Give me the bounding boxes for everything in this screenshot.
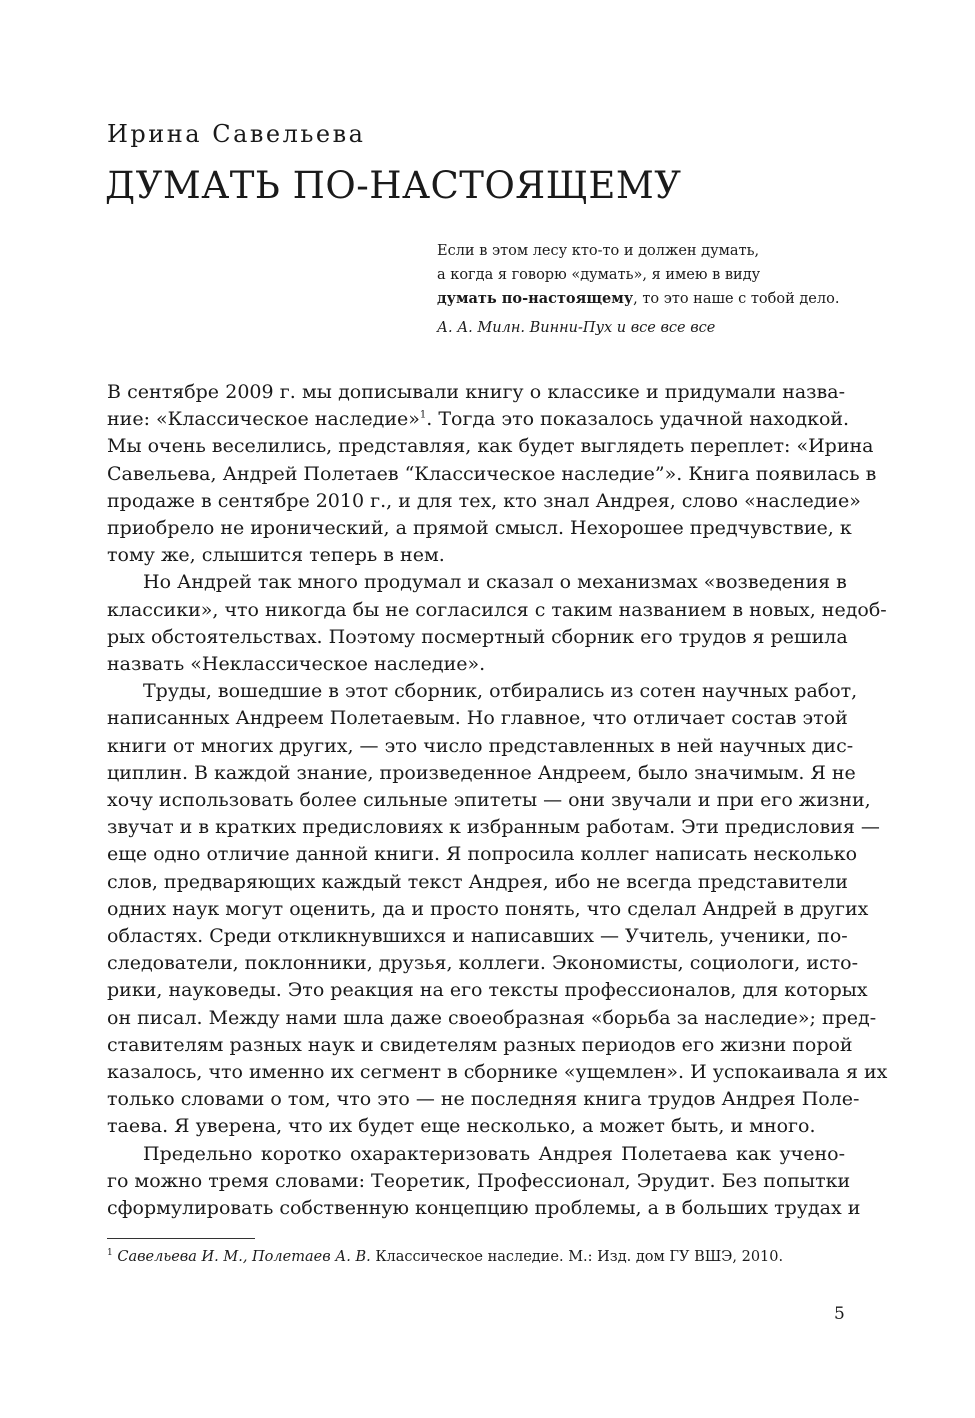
text-line: написанных Андреем Полетаевым. Но главное, что отличает состав этой	[107, 707, 848, 730]
text-line: рики, науковеды. Это реакция на его тексты профессионалов, для которых	[107, 979, 868, 1002]
text-line: классики», что никогда бы не согласился с таким названием в новых, недоб-	[107, 598, 887, 621]
text-line: Но Андрей так много продумал и сказал о механизмах «возведения в	[143, 571, 847, 594]
author-name: Ирина Савельева	[107, 120, 366, 148]
text-line: одних наук могут оценить, да и просто понять, что сделал Андрей в других	[107, 897, 869, 920]
epigraph-line-rest: , то это наше с тобой дело.	[633, 291, 840, 307]
epigraph-emphasis: думать по-настоящему	[437, 290, 634, 307]
text-line: книги от многих других, — это число представленных в ней научных дис-	[107, 734, 854, 757]
text-line: приобрело не иронический, а прямой смысл. Нехорошее предчувствие, к	[107, 517, 852, 540]
text-line: он писал. Между нами шла даже своеобразная «борьба за наследие»; пред-	[107, 1006, 877, 1029]
footnote-divider	[107, 1238, 255, 1239]
text-line: назвать «Неклассическое наследие».	[107, 653, 486, 676]
epigraph	[437, 240, 877, 340]
text-line: следователи, поклонники, друзья, коллеги. Экономисты, социологи, исто-	[107, 952, 859, 975]
text-line: ставителям разных наук и свидетелям разных периодов его жизни порой	[107, 1033, 853, 1056]
text-line: го можно тремя словами: Теоретик, Профессионал, Эрудит. Без попытки	[107, 1169, 851, 1192]
text-line: хочу использовать более сильные эпитеты — они звучали и при его жизни,	[107, 789, 871, 812]
text-line: только словами о том, что это — не последняя книга трудов Андрея Поле-	[107, 1088, 860, 1111]
text-line: циплин. В каждой знание, произведенное Андреем, было значимым. Я не	[107, 761, 856, 784]
text-line: рых обстоятельствах. Поэтому посмертный сборник его трудов я решила	[107, 625, 848, 648]
epigraph-source: А. А. Милн. Винни-Пух и все все все	[437, 319, 716, 336]
epigraph-line: Если в этом лесу кто-то и должен думать,	[437, 243, 760, 259]
text-line: В сентябре 2009 г. мы дописывали книгу о классике и придумали назва-	[107, 381, 845, 403]
page-number: 5	[834, 1304, 845, 1324]
text-line: областях. Среди откликнувшихся и написавших — Учитель, ученики, по-	[107, 925, 848, 948]
text-line: Предельно коротко охарактеризовать Андрея Полетаева как учено-	[143, 1142, 845, 1165]
text-line: таева. Я уверена, что их будет еще несколько, а может быть, и много.	[107, 1115, 816, 1138]
epigraph-line: а когда я говорю «думать», я имею в виду	[437, 266, 761, 283]
footnote-authors: Савельева И. М., Полетаев А. В.	[117, 1249, 371, 1265]
footnote	[107, 1247, 783, 1267]
text-line: сформулировать собственную концепцию проблемы, а в больших трудах и	[107, 1197, 861, 1220]
body-text	[107, 379, 888, 1222]
text-line: звучат и в кратких предисловиях к избранным работам. Эти предисловия —	[107, 816, 880, 839]
footnote-ref[interactable]: 1	[419, 409, 427, 421]
text-line: Труды, вошедшие в этот сборник, отбирались из сотен научных работ,	[143, 680, 858, 703]
footnote-text: Классическое наследие. М.: Изд. дом ГУ ВШЭ, 2010.	[370, 1249, 784, 1265]
chapter-title: ДУМАТЬ ПО-НАСТОЯЩЕМУ	[105, 164, 682, 207]
text-line: Савельева, Андрей Полетаев “Классическое наследие”». Книга появилась в	[107, 462, 877, 485]
text-line: продаже в сентябре 2010 г., и для тех, кто знал Андрея, слово «наследие»	[107, 489, 861, 512]
text-line: казалось, что именно их сегмент в сборнике «ущемлен». И успокаивала я их	[107, 1061, 888, 1084]
text-line: Мы очень веселились, представляя, как будет выглядеть переплет: «Ирина	[107, 435, 874, 458]
text-line: тому же, слышится теперь в нем.	[107, 544, 445, 567]
text-span: ние: «Классическое наследие»	[107, 408, 420, 431]
text-span: . Тогда это показалось удачной находкой.	[426, 408, 850, 431]
text-line: еще одно отличие данной книги. Я попросила коллег написать несколько	[107, 843, 858, 866]
text-line: слов, предваряющих каждый текст Андрея, ибо не всегда представители	[107, 870, 848, 893]
epigraph-line	[437, 287, 877, 312]
text-line	[107, 406, 850, 433]
footnote-marker: 1	[107, 1248, 113, 1259]
